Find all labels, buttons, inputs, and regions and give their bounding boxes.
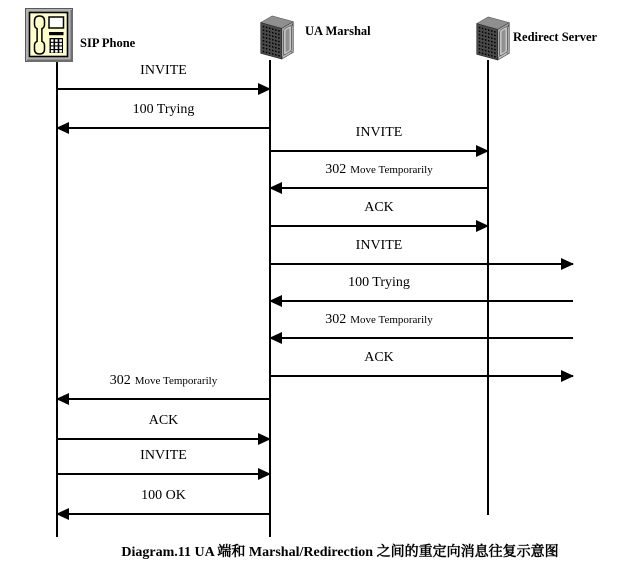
arrow-right-icon xyxy=(270,375,573,377)
server-icon xyxy=(472,14,512,62)
arrow-right-icon xyxy=(57,438,270,440)
arrow-left-icon xyxy=(270,300,573,302)
message-label: ACK xyxy=(364,200,394,215)
message-label: 100 Trying xyxy=(348,275,410,290)
message-invite-4 xyxy=(57,447,270,475)
arrow-left-icon xyxy=(57,127,270,129)
server-icon xyxy=(256,13,296,61)
message-invite-1 xyxy=(57,62,270,90)
message-302-move-temporarily-3 xyxy=(57,372,270,400)
message-label: 302 Move Temporarily xyxy=(325,162,433,177)
message-label: 302 Move Temporarily xyxy=(109,373,218,388)
message-label: INVITE xyxy=(140,63,187,78)
message-label: INVITE xyxy=(355,238,403,253)
entity-label-ua-marshal: UA Marshal xyxy=(305,24,371,38)
entity-label-sip-phone: SIP Phone xyxy=(80,36,136,50)
arrow-left-icon xyxy=(57,513,270,515)
arrow-left-icon xyxy=(270,337,573,339)
message-100-trying-2 xyxy=(270,274,573,302)
arrow-right-icon xyxy=(57,473,270,475)
message-invite-3 xyxy=(270,237,573,265)
arrow-right-icon xyxy=(270,225,488,227)
message-invite-2 xyxy=(270,124,488,152)
message-label: 100 Trying xyxy=(132,102,195,117)
message-label: ACK xyxy=(364,350,394,365)
arrow-left-icon xyxy=(270,187,488,189)
message-ack-3 xyxy=(57,412,270,440)
arrow-right-icon xyxy=(270,150,488,152)
message-label: ACK xyxy=(148,413,179,428)
diagram-caption: Diagram.11 UA 端和 Marshal/Redirection 之间的重定向消息往复示意图 xyxy=(121,545,559,560)
message-100-trying-1 xyxy=(57,101,270,129)
message-label: INVITE xyxy=(355,125,403,140)
message-302-move-temporarily-1 xyxy=(270,161,488,189)
phone-icon xyxy=(25,8,73,62)
arrow-right-icon xyxy=(270,263,573,265)
message-label: 302 Move Temporarily xyxy=(325,312,433,327)
message-ack-2 xyxy=(270,349,573,377)
message-ack-1 xyxy=(270,199,488,227)
message-100-ok xyxy=(57,487,270,515)
arrow-left-icon xyxy=(57,398,270,400)
entity-label-redirect-server: Redirect Server xyxy=(513,30,598,44)
arrow-right-icon xyxy=(57,88,270,90)
message-label: INVITE xyxy=(140,448,187,463)
message-302-move-temporarily-2 xyxy=(270,311,573,339)
message-label: 100 OK xyxy=(141,488,186,503)
